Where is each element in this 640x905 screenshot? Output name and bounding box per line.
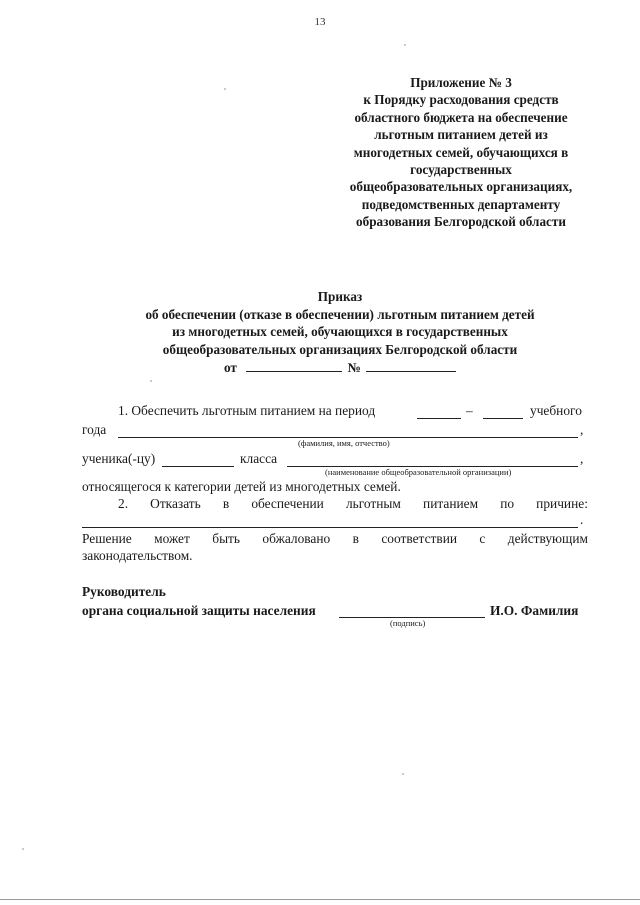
scan-speck	[22, 848, 24, 850]
from-label: от	[223, 360, 237, 376]
signer-name: И.О. Фамилия	[490, 603, 579, 618]
order-subtitle-line: об обеспечении (отказе в обеспечении) льготным питанием детей	[145, 306, 535, 322]
order-number-field[interactable]	[366, 358, 456, 372]
refusal-reason-field[interactable]	[82, 527, 578, 528]
appendix-line: общеобразовательных организациях,	[349, 179, 573, 195]
appeal-word: с	[479, 531, 486, 546]
appendix-line: многодетных семей, обучающихся в	[353, 144, 569, 160]
order-title: Приказ	[317, 289, 363, 304]
class-label: класса	[240, 451, 278, 466]
period-start-field[interactable]	[417, 418, 461, 419]
item2-word: в	[222, 496, 230, 511]
org-label: органа социальной защиты населения	[82, 603, 316, 618]
caption-org: (наименование общеобразовательной организации)	[325, 467, 512, 477]
class-field[interactable]	[162, 466, 234, 467]
item2-word: 2.	[118, 496, 129, 511]
caption-sign: (подпись)	[390, 618, 426, 628]
item2-word: причине:	[536, 496, 588, 511]
year-word: года	[82, 422, 107, 437]
scan-speck	[150, 380, 152, 382]
comma: ,	[580, 451, 584, 466]
date-field[interactable]	[246, 358, 342, 372]
appeal-word: действующим	[507, 531, 588, 546]
category-line: относящегося к категории детей из многодетных семей.	[82, 479, 401, 494]
appendix-line: к Порядку расходования средств	[363, 92, 559, 108]
item2-word: питанием	[423, 496, 479, 511]
appendix-line: Приложение № 3	[410, 75, 512, 90]
number-label: №	[347, 360, 361, 376]
order-heading	[60, 288, 620, 377]
comma: ,	[580, 422, 584, 437]
caption-fio: (фамилия, имя, отчество)	[298, 438, 390, 448]
page-bottom-divider	[0, 899, 640, 900]
scan-speck	[402, 773, 404, 775]
order-subtitle-line: общеобразовательных организациях Белгородской области	[162, 341, 518, 357]
order-date-number-line	[60, 358, 620, 377]
student-label: ученика(-цу)	[82, 451, 156, 466]
appeal-word: может	[154, 531, 190, 546]
appeal-word: обжаловано	[262, 531, 331, 546]
appendix-line: областного бюджета на обеспечение	[354, 109, 568, 125]
appendix-line: образования Белгородской области	[356, 214, 566, 230]
period-end-field[interactable]	[483, 418, 523, 419]
appeal-line	[82, 531, 588, 547]
appeal-word: соответствии	[381, 531, 458, 546]
scan-speck	[404, 44, 406, 46]
item2-word: Отказать	[150, 496, 201, 511]
item2-word: обеспечении	[251, 496, 324, 511]
academic-word: учебного	[530, 403, 582, 418]
order-subtitle-line: из многодетных семей, обучающихся в государственных	[172, 324, 508, 340]
period-dash: –	[466, 403, 473, 418]
period: .	[580, 512, 584, 527]
appendix-line: подведомственных департаменту	[361, 196, 561, 212]
head-label: Руководитель	[82, 584, 166, 599]
scan-speck	[224, 88, 226, 90]
item2-word: по	[500, 496, 515, 511]
appeal-word: Решение	[82, 531, 132, 546]
appeal-line2: законодательством.	[82, 548, 193, 563]
appeal-word: быть	[212, 531, 241, 546]
appendix-line: государственных	[410, 162, 512, 178]
item2-word: льготным	[345, 496, 401, 511]
appeal-word: в	[352, 531, 359, 546]
page-number: 13	[314, 16, 326, 28]
appendix-line: льготным питанием детей из	[374, 127, 548, 143]
appendix-header	[326, 74, 596, 231]
item1-text: 1. Обеспечить льготным питанием на период	[118, 403, 376, 418]
item2-line	[118, 496, 588, 512]
